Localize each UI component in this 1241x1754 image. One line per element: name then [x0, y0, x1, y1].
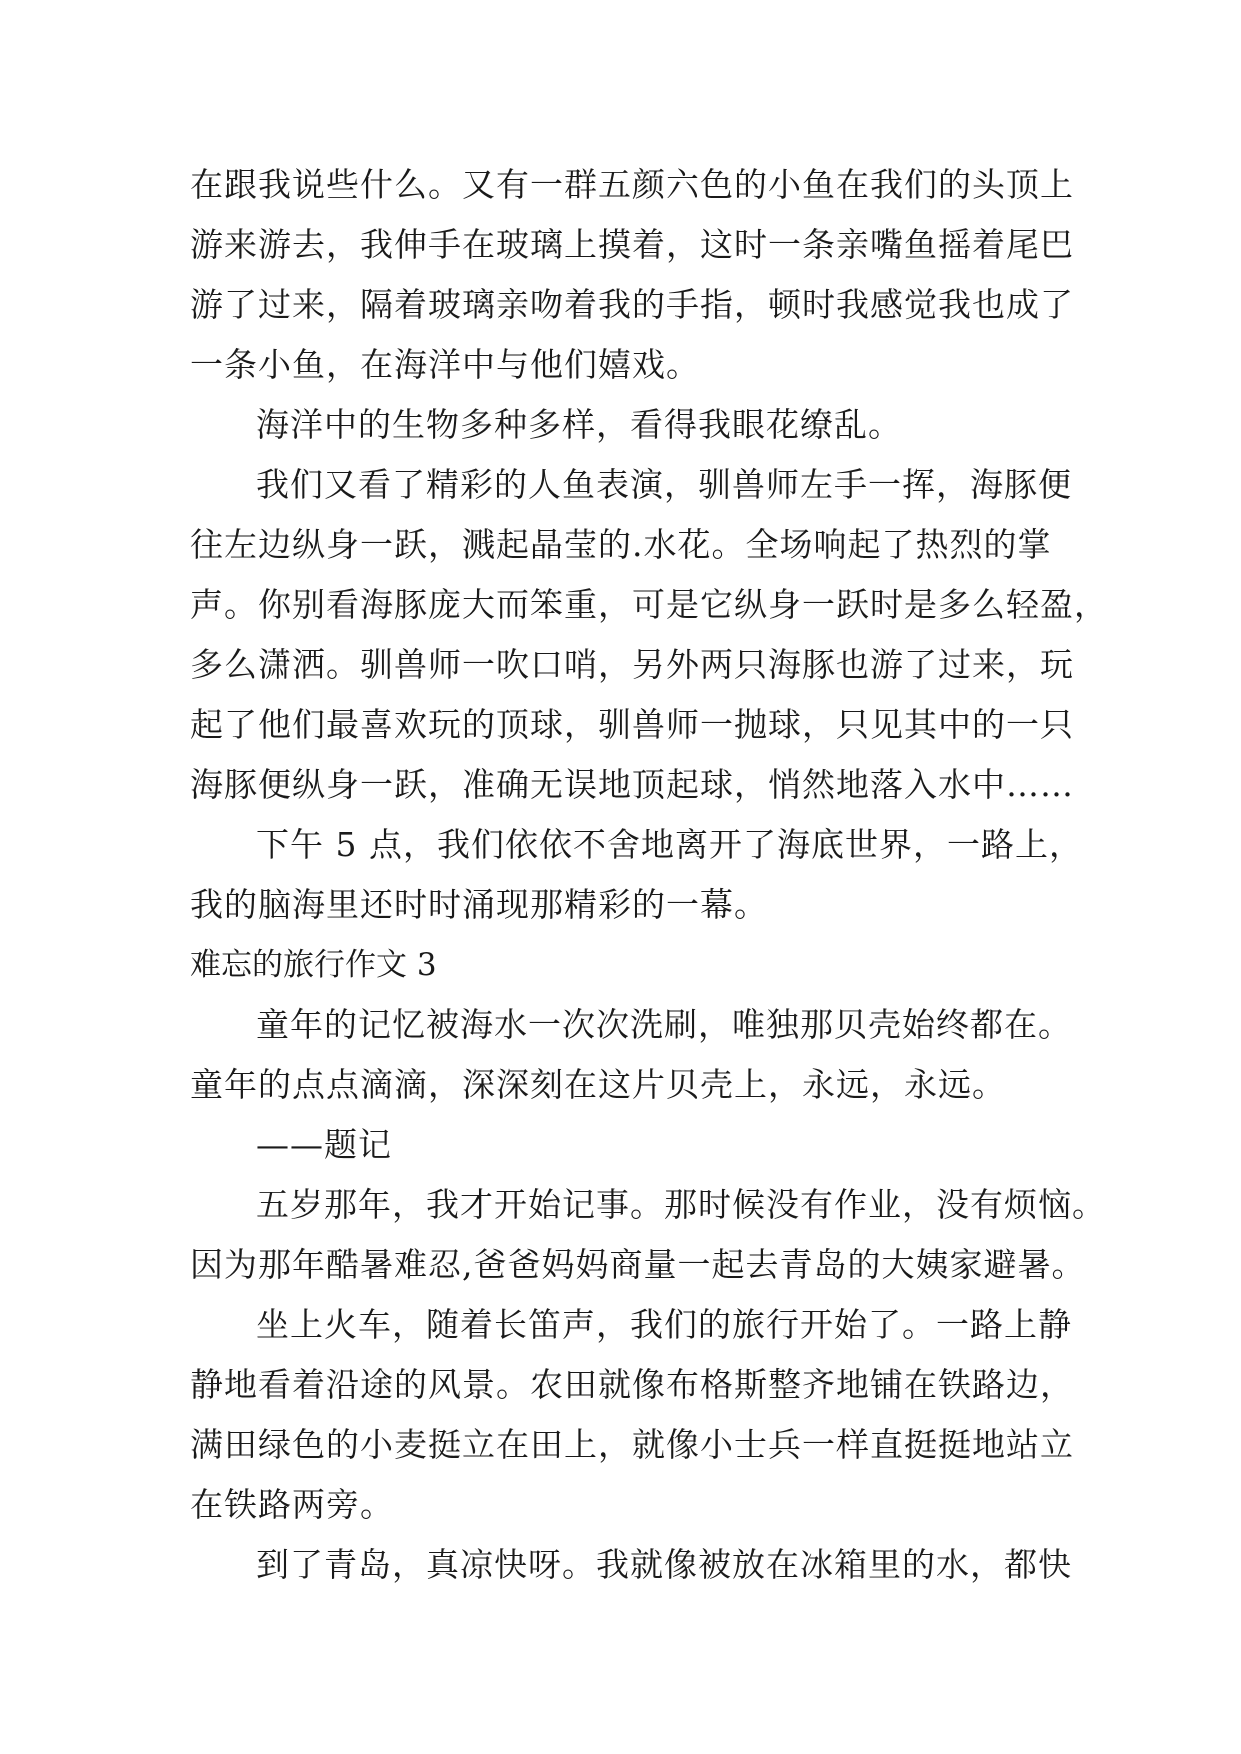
text-line: 声。你别看海豚庞大而笨重，可是它纵身一跃时是多么轻盈，: [190, 585, 1108, 624]
text-line: 在跟我说些什么。又有一群五颜六色的小鱼在我们的头顶上: [190, 165, 1074, 204]
text-line: 游来游去，我伸手在玻璃上摸着，这时一条亲嘴鱼摇着尾巴: [190, 225, 1074, 264]
text-line: 下午 5 点，我们依依不舍地离开了海底世界，一路上，: [256, 825, 1083, 864]
text-line: 我的脑海里还时时涌现那精彩的一幕。: [190, 885, 768, 924]
text-line: 五岁那年，我才开始记事。那时候没有作业，没有烦恼。: [256, 1185, 1106, 1224]
text-line: 一条小鱼，在海洋中与他们嬉戏。: [190, 345, 700, 384]
text-line: 在铁路两旁。: [190, 1485, 394, 1524]
text-line: 童年的记忆被海水一次次洗刷，唯独那贝壳始终都在。: [256, 1005, 1072, 1044]
text-line: 我们又看了精彩的人鱼表演，驯兽师左手一挥，海豚便: [256, 465, 1072, 504]
text-line: 童年的点点滴滴，深深刻在这片贝壳上，永远，永远。: [190, 1065, 1006, 1104]
document-body: [190, 155, 1108, 1595]
text-line: 坐上火车，随着长笛声，我们的旅行开始了。一路上静: [256, 1305, 1072, 1344]
text-line: 起了他们最喜欢玩的顶球，驯兽师一抛球，只见其中的一只: [190, 705, 1074, 744]
text-line: 海洋中的生物多种多样，看得我眼花缭乱。: [256, 405, 902, 444]
text-line: ——题记: [256, 1125, 392, 1164]
text-line: 海豚便纵身一跃，准确无误地顶起球，悄然地落入水中……: [190, 765, 1074, 804]
section-heading: 难忘的旅行作文 3: [190, 947, 437, 983]
text-line: 往左边纵身一跃，溅起晶莹的.水花。全场响起了热烈的掌: [190, 525, 1052, 564]
text-line: 静地看着沿途的风景。农田就像布格斯整齐地铺在铁路边，: [190, 1365, 1074, 1404]
text-line: 游了过来，隔着玻璃亲吻着我的手指，顿时我感觉我也成了: [190, 285, 1074, 324]
text-line: 满田绿色的小麦挺立在田上，就像小士兵一样直挺挺地站立: [190, 1425, 1074, 1464]
text-line: 到了青岛，真凉快呀。我就像被放在冰箱里的水，都快: [256, 1545, 1072, 1584]
text-line: 因为那年酷暑难忍,爸爸妈妈商量一起去青岛的大姨家避暑。: [190, 1245, 1086, 1284]
text-line: 多么潇洒。驯兽师一吹口哨，另外两只海豚也游了过来，玩: [190, 645, 1074, 684]
